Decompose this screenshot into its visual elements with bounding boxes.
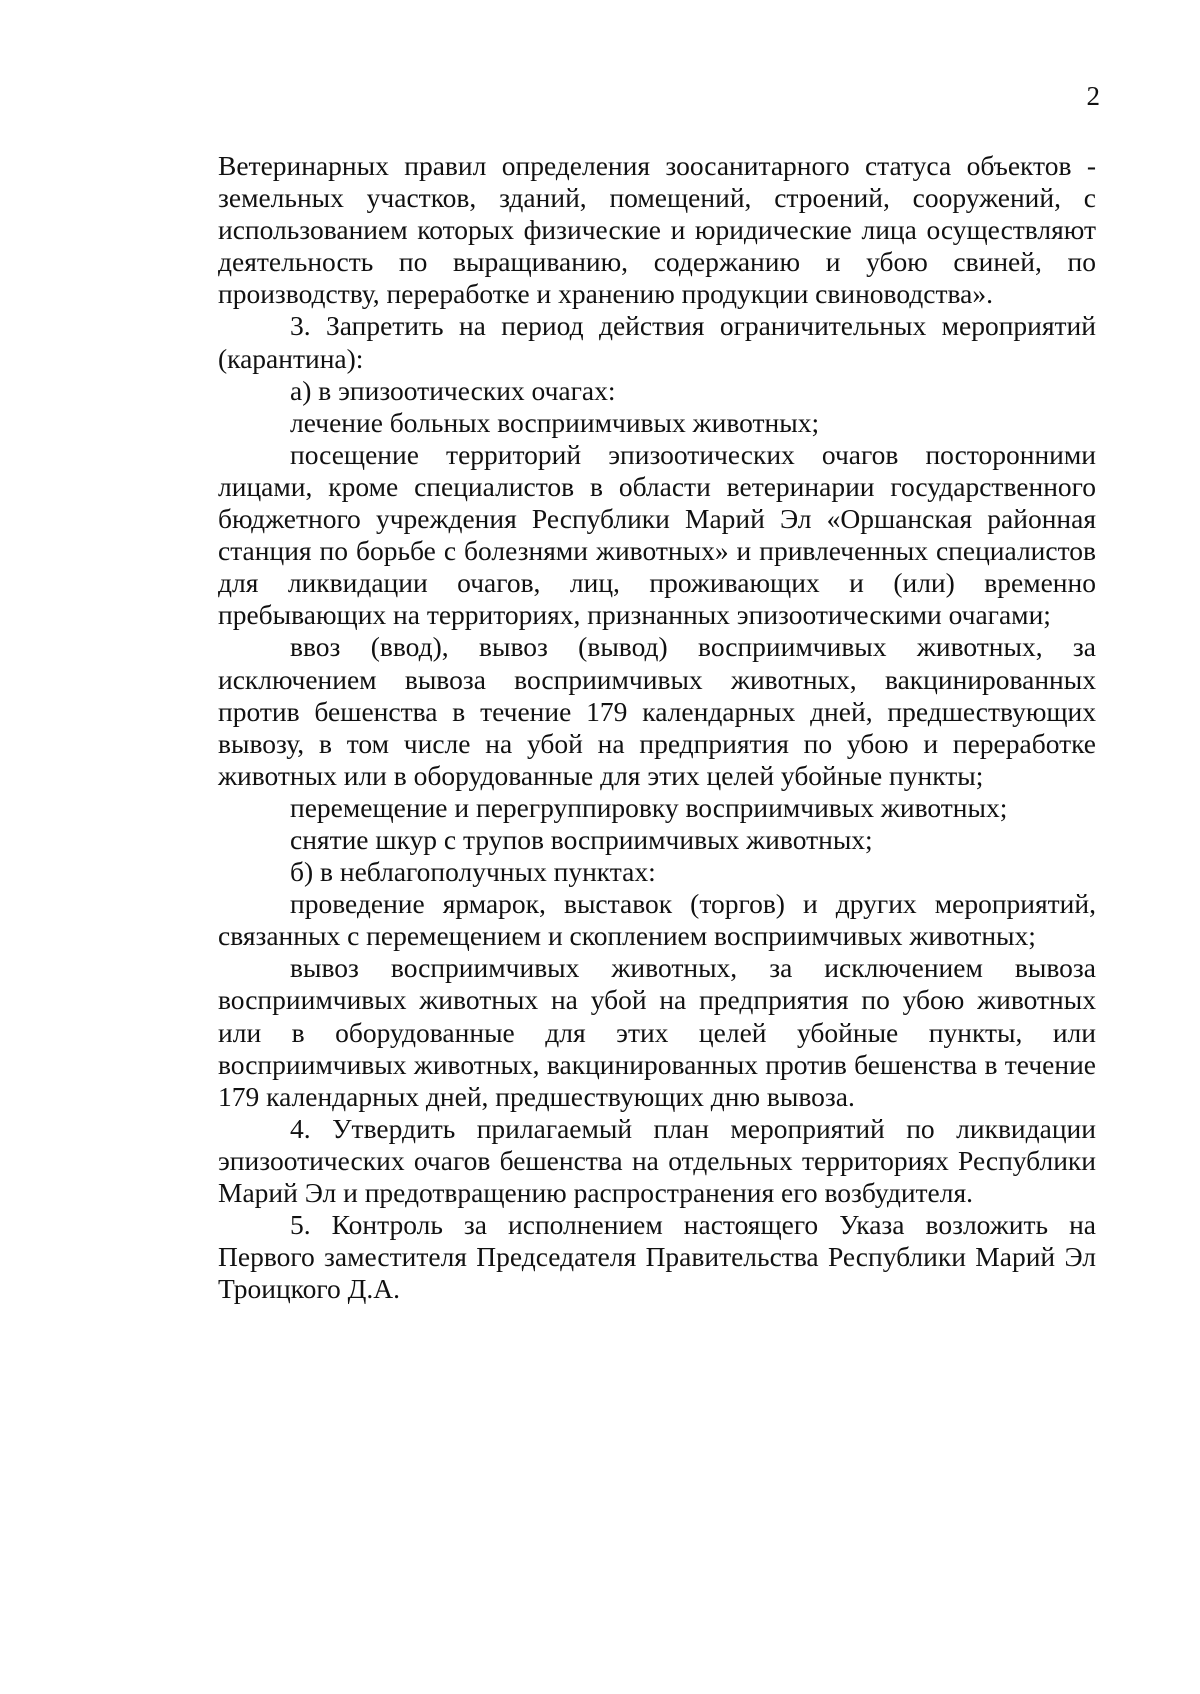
document-body — [218, 150, 1096, 1305]
paragraph-subitem-b: б) в неблагополучных пунктах: — [290, 856, 656, 888]
paragraph-treatment: лечение больных восприимчивых животных; — [290, 406, 820, 438]
paragraph-continuation-veterinary-rules: Ветеринарных правил определения зоосанитарного статуса объектов - земельных участков, зданий, помещений, строений, сооружений, с использованием которых физические и юридические лица осуществляют деятельность по выращиванию, содержанию и убою свиней, по производству, переработке и хранению продукции свиноводства». — [218, 150, 1096, 310]
paragraph-item-5-control: 5. Контроль за исполнением настоящего Указа возложить на Первого заместителя Председателя Правительства Республики Марий Эл Троицкого Д.А. — [218, 1209, 1096, 1305]
paragraph-import-export: ввоз (ввод), вывоз (вывод) восприимчивых животных, за исключением вывоза восприимчивых животных, вакцинированных против бешенства в течение 179 календарных дней, предшествующих вывозу, в том числе на убой на предприятия по убою и переработке животных или в оборудованные для этих целей убойные пункты; — [218, 631, 1096, 791]
page-number: 2 — [1086, 81, 1100, 111]
paragraph-subitem-a: а) в эпизоотических очагах: — [290, 374, 616, 406]
paragraph-skinning: снятие шкур с трупов восприимчивых животных; — [290, 823, 873, 855]
paragraph-regrouping: перемещение и перегруппировку восприимчивых животных; — [290, 791, 1008, 823]
paragraph-export-animals: вывоз восприимчивых животных, за исключением вывоза восприимчивых животных на убой на предприятия по убою животных или в оборудованные для этих целей убойные пункты, или восприимчивых животных, вакцинированных против бешенства в течение 179 календарных дней, предшествующих дню вывоза. — [218, 952, 1096, 1112]
paragraph-fairs: проведение ярмарок, выставок (торгов) и других мероприятий, связанных с перемещением и скоплением восприимчивых животных; — [218, 888, 1096, 952]
paragraph-item-4-approve-plan: 4. Утвердить прилагаемый план мероприятий по ликвидации эпизоотических очагов бешенства на отдельных территориях Республики Марий Эл и предотвращению распространения его возбудителя. — [218, 1112, 1096, 1208]
paragraph-visiting-territories: посещение территорий эпизоотических очагов посторонними лицами, кроме специалистов в области ветеринарии государственного бюджетного учреждения Республики Марий Эл «Оршанская районная станция по борьбе с болезнями животных» и привлеченных специалистов для ликвидации очагов, лиц, проживающих и (или) временно пребывающих на территориях, признанных эпизоотическими очагами; — [218, 438, 1096, 631]
paragraph-item-3-prohibit: 3. Запретить на период действия ограничительных мероприятий (карантина): — [218, 310, 1096, 374]
